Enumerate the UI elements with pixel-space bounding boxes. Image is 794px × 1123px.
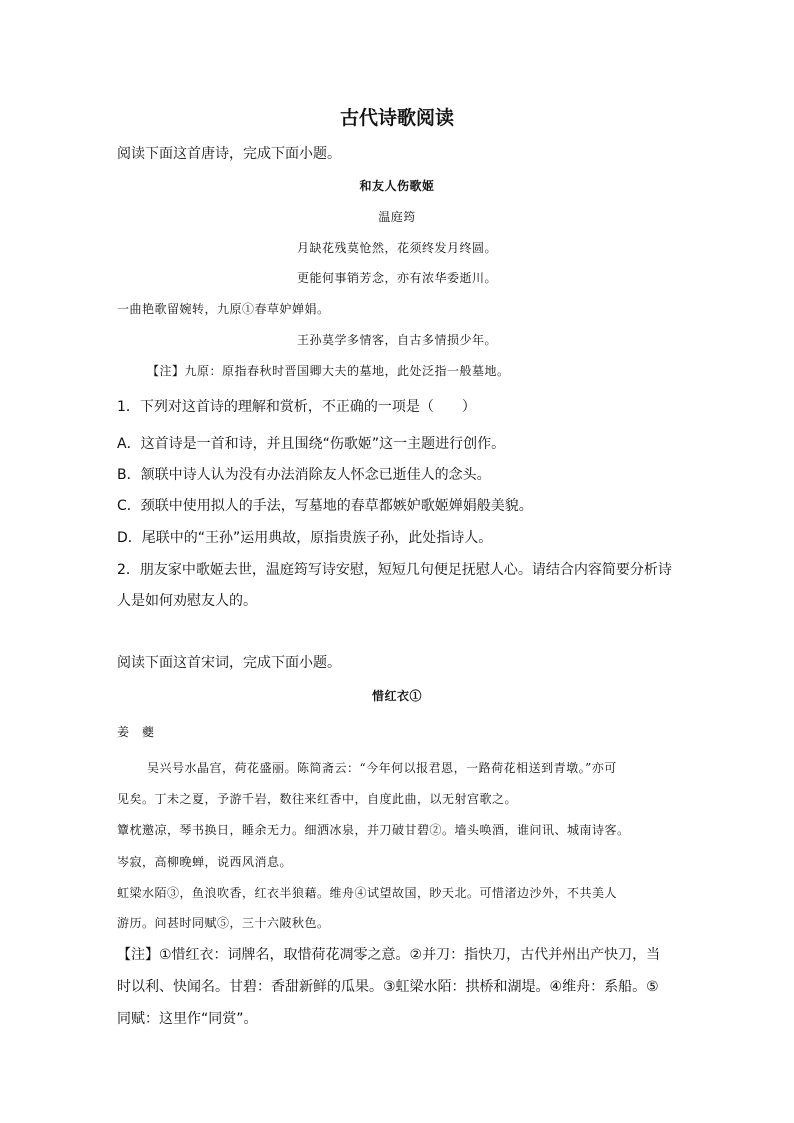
question-2-line-1: 2．朋友家中歌姬去世，温庭筠写诗安慰，短短几句便足抚慰人心。请结合内容简要分析诗 [117, 562, 672, 578]
poem2-author: 姜 夔 [117, 725, 155, 739]
poem2-title: 惜红衣① [371, 689, 422, 703]
poem2-preface-line-2: 见矣。丁未之夏，予游千岩，数往来红香中，自度此曲，以无射宫歌之。 [117, 792, 518, 806]
poem2-note-line-1: 【注】①惜红衣：词牌名，取惜荷花凋零之意。②并刀：指快刀，古代并州出产快刀，当 [117, 947, 661, 963]
poem2-note-line-2: 时以利、快闻名。甘碧：香甜新鲜的瓜果。③虹梁水陌：拱桥和湖堤。④维舟：系船。⑤ [117, 979, 659, 995]
poem1-line-1: 月缺花残莫怆然，花须终发月终圆。 [296, 241, 497, 255]
poem2-preface-line-1: 吴兴号水晶宫，荷花盛丽。陈简斋云：“今年何以报君恩，一路荷花相送到青墩。”亦可 [147, 761, 617, 775]
question-1-stem: 1．下列对这首诗的理解和赏析，不正确的一项是（ ） [117, 399, 476, 415]
question-1-option-d: D．尾联中的“王孙”运用典故，原指贵族子孙，此处指诗人。 [117, 530, 493, 546]
poem1-line-4: 王孙莫学多情客，自古多情损少年。 [296, 333, 497, 347]
question-1-option-c: C．颈联中使用拟人的手法，写墓地的春草都嫉妒歌姬婵娟般美貌。 [117, 498, 533, 514]
poem1-note: 【注】九原：原指春秋时晋国卿大夫的墓地，此处泛指一般墓地。 [147, 364, 510, 378]
poem1-line-3: 一曲艳歌留婉转，九原①春草妒婵娟。 [117, 302, 330, 316]
poem1-line-2: 更能何事销芳念，亦有浓华委逝川。 [296, 271, 497, 285]
page-title: 古代诗歌阅读 [339, 107, 454, 129]
poem2-verse-line-3: 虹梁水陌③，鱼浪吹香，红衣半狼藉。维舟④试望故国，眇天北。可惜渚边沙外，不共美人 [117, 886, 618, 900]
question-1-option-a: A．这首诗是一首和诗，并且围绕“伤歌姬”这一主题进行创作。 [117, 436, 506, 452]
question-1-option-b: B．颔联中诗人认为没有办法消除友人怀念已逝佳人的念头。 [117, 467, 491, 483]
poem1-title: 和友人伤歌姬 [359, 179, 435, 193]
question-2-line-2: 人是如何劝慰友人的。 [117, 593, 257, 609]
poem1-author: 温庭筠 [378, 210, 416, 224]
poem2-verse-line-1: 簟枕邀凉，琴书换日，睡余无力。细洒冰泉，并刀破甘碧②。墙头唤酒，谁问讯、城南诗客。 [117, 823, 630, 837]
section2-instruction: 阅读下面这首宋词，完成下面小题。 [117, 655, 341, 671]
section1-instruction: 阅读下面这首唐诗，完成下面小题。 [117, 146, 341, 162]
poem2-note-line-3: 同赋：这里作“同赏”。 [117, 1011, 258, 1027]
poem2-verse-line-4: 游历。问甚时同赋⑤，三十六陂秋色。 [117, 916, 330, 930]
poem2-verse-line-2: 岑寂，高柳晚蝉，说西风消息。 [117, 855, 293, 869]
